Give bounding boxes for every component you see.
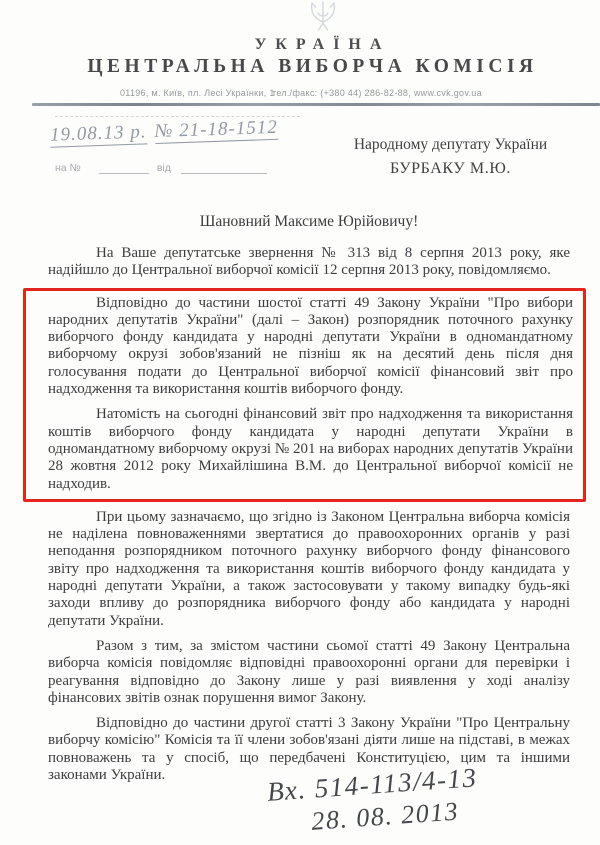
paragraph: На Ваше депутатське звернення № 313 від 8 серпня 2013 року, яке надійшло до Центральної виборчої комісії 12 серпня 2013 року, повідомляємо. [48,245,570,279]
letterhead-divider [32,103,600,106]
reply-reference-line [55,162,267,174]
incoming-date: 28. 08. 2013 [310,796,461,836]
paragraph: При цьому зазначаємо, що згідно із Законом Центральна виборча комісія не наділена повноваженнями звертатися до правоохоронних органів у разі неподання розпорядником поточного рахунку виборчого фонду фінансового звіту про надходження та використання коштів виборчого фонду кандидата у народні депутати України, а також застосовувати у такому випадку будь-які заходи впливу до розпорядника виборчого фонду або кандидата у народні депутати України. [48,508,570,629]
contact-line: тел./факс: (+380 44) 286-82-88, www.cvk.gov.ua [272,88,482,98]
incoming-number: Вх. 514-113/4-13 [266,762,479,807]
handwritten-outgoing-ref [50,115,321,146]
paragraph-highlighted: Відповідно до частини шостої статті 49 Закону України "Про вибори народних депутатів України" (далі – Закон) розпорядник поточного рахунку виборчого фонду кандидата у народні депутати України в одномандатному виборчому окрузі зобов'язаний не пізніш як на десятий день після дня голосування подати до Центральної виборчої комісії фінансовий звіт про надходження та використання коштів виборчого фонду. [48,294,573,398]
red-highlight-box [23,288,586,502]
country-title: УКРАЇНА [254,36,391,53]
letter-body [48,213,573,792]
paragraph: Разом з тим, за змістом частини сьомої статті 49 Закону Центральна виборча комісія повідомляє відповідні правоохоронні органи для перевірки і реагування відповідно до Закону лише у разі виявлення у ході аналізу фінансових звітів ознак порушення вимог Закону. [48,637,570,706]
paragraph-highlighted: Натомість на сьогодні фінансовий звіт про надходження та використання коштів виборчого фонду кандидата у народні депутати України в одномандатному виборчому окрузі № 201 на виборах народних депутатів України 28 жовтня 2012 року Михайлішина В.М. до Центральної виборчої комісії не надходив. [48,406,573,492]
salutation: Шановний Максиме Юрійовичу! [199,213,419,230]
organization-title: ЦЕНТРАЛЬНА ВИБОРЧА КОМІСІЯ [87,56,538,77]
reply-from-label: від [156,162,171,174]
recipient-name: БУРБАКУ М.Ю. [390,160,511,177]
reply-from-blank [181,163,267,174]
paragraph: Відповідно до частини другої статті 3 Закону України "Про Центральну виборчу комісію" Комісія та її члени зобов'язані діяти лише на підставі, в межах повноважень та у спосіб, що передбачені Конституцією, цим та іншими законами України. [48,715,570,784]
handwritten-date: 19.08.13 р. [49,121,147,146]
handwritten-number: № 21-18-1512 [154,116,279,143]
address-line: 01196, м. Київ, пл. Лесі Українки, 1 [120,88,275,98]
recipient-title: Народному депутату України [353,136,548,153]
ukraine-trident-icon [304,1,342,36]
reply-no-blank [99,163,149,174]
recipient-block [338,136,563,178]
reply-no-label: на № [55,162,81,174]
